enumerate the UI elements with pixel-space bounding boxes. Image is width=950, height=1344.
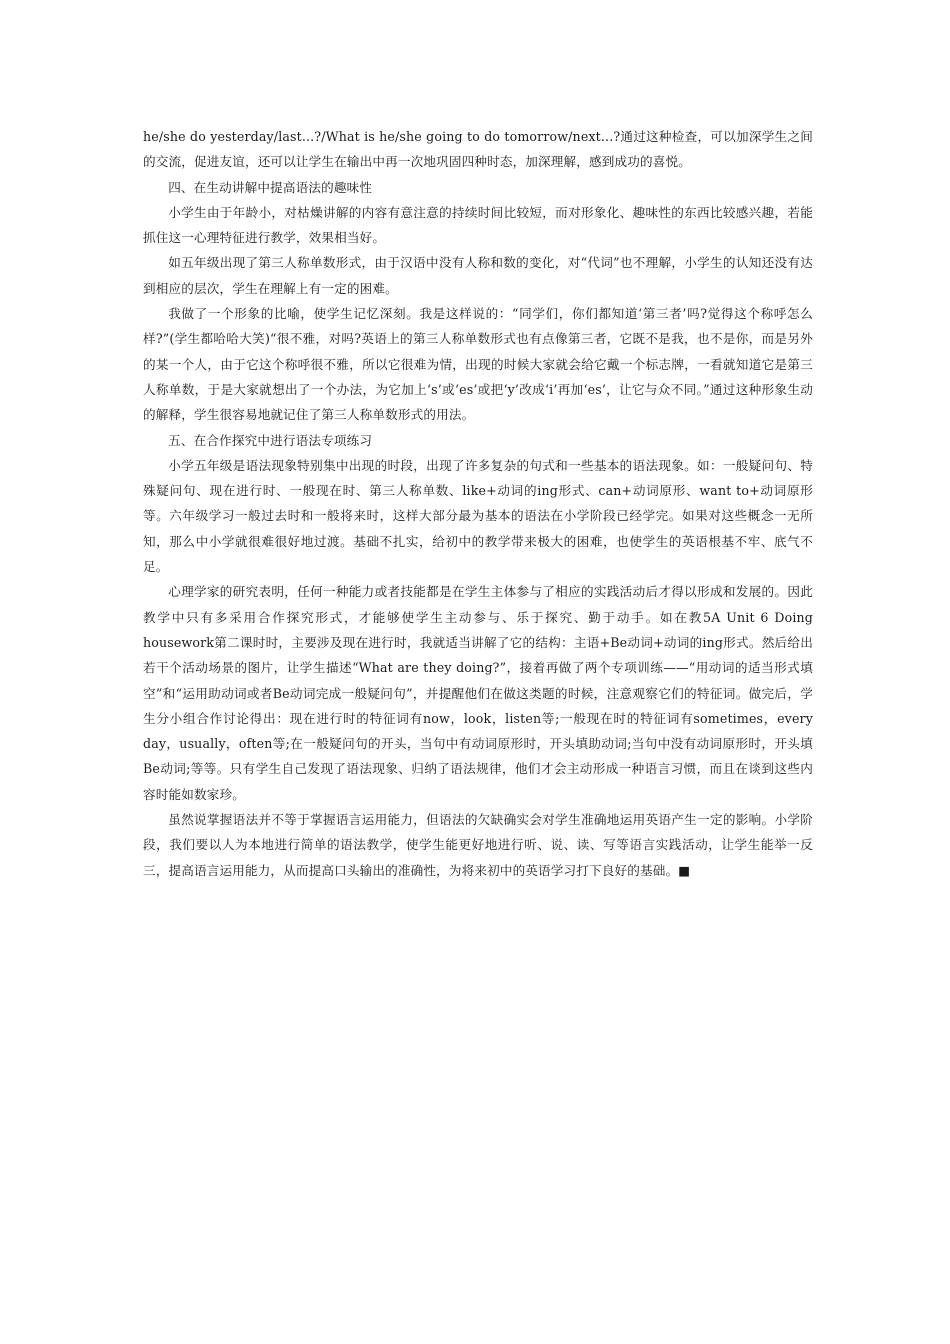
article-body [143,124,813,883]
paragraph: 如五年级出现了第三人称单数形式，由于汉语中没有人称和数的变化，对“代词”也不理解，小学生的认知还没有达到相应的层次，学生在理解上有一定的困难。 [143,255,813,296]
paragraph-continuation: he/she do yesterday/last...?/What is he/she going to do tomorrow/next...?通过这种检查，可以加深学生之间的交流，促进友谊，还可以让学生在输出中再一次地巩固四种时态，加深理解，感到成功的喜悦。 [143,129,813,170]
paragraph: 我做了一个形象的比喻，使学生记忆深刻。我是这样说的：“同学们，你们都知道‘第三者’吗?觉得这个称呼怎么样?”(学生都哈哈大笑)“很不雅，对吗?英语上的第三人称单数形式也有点像第三者，它既不是我，也不是你，而是另外的某一个人，由于它这个称呼很不雅，所以它很难为情，出现的时候大家就会给它戴一个标志牌，一看就知道它是第三人称单数，于是大家就想出了一个办法，为它加上‘s’或‘es’或把‘y’改成‘i’再加‘es’，让它与众不同。”通过这种形象生动的解释，学生很容易地就记住了第三人称单数形式的用法。 [143,306,813,423]
end-of-article-mark: ■ [678,862,691,878]
paragraph-final [143,807,813,883]
section-heading-4: 四、在生动讲解中提高语法的趣味性 [168,179,373,195]
paragraph: 小学五年级是语法现象特别集中出现的时段，出现了许多复杂的句式和一些基本的语法现象。如：一般疑问句、特殊疑问句、现在进行时、一般现在时、第三人称单数、like+动词的ing形式、can+动词原形、want to+动词原形等。六年级学习一般过去时和一般将来时，这样大部分最为基本的语法在小学阶段已经学完。如果对这些概念一无所知，那么中小学就很难很好地过渡。基础不扎实，给初中的教学带来极大的困难，也使学生的英语根基不牢、底气不足。 [143,457,813,575]
final-paragraph-text: 虽然说掌握语法并不等于掌握语言运用能力，但语法的欠缺确实会对学生准确地运用英语产生一定的影响。小学阶段，我们要以人为本地进行简单的语法教学，使学生能更好地进行听、说、读、写等语言实践活动，让学生能举一反三，提高语言运用能力，从而提高口头输出的准确性，为将来初中的英语学习打下良好的基础。 [143,812,813,878]
paragraph: 心理学家的研究表明，任何一种能力或者技能都是在学生主体参与了相应的实践活动后才得以形成和发展的。因此教学中只有多采用合作探究形式，才能够使学生主动参与、乐于探究、勤于动手。如在教5A Unit 6 Doing housework第二课时时，主要涉及现在进行时，我就适当讲解了它的结构：主语+Be动词+动词的ing形式。然后给出若干个活动场景的图片，让学生描述“What are they doing?”，接着再做了两个专项训练——“用动词的适当形式填空”和“运用助动词或者Be动词完成一般疑问句”，并提醒他们在做这类题的时候，注意观察它们的特征词。做完后，学生分小组合作讨论得出：现在进行时的特征词有now，look，listen等;一般现在时的特征词有sometimes，every day，usually，often等;在一般疑问句的开头，当句中有动词原形时，开头填助动词;当句中没有动词原形时，开头填Be动词;等等。只有学生自己发现了语法现象、归纳了语法规律，他们才会主动形成一种语言习惯，而且在谈到这些内容时能如数家珍。 [143,584,813,802]
paragraph: 小学生由于年龄小，对枯燥讲解的内容有意注意的持续时间比较短，而对形象化、趣味性的东西比较感兴趣，若能抓住这一心理特征进行教学，效果相当好。 [143,204,813,246]
section-heading-5: 五、在合作探究中进行语法专项练习 [168,432,373,448]
